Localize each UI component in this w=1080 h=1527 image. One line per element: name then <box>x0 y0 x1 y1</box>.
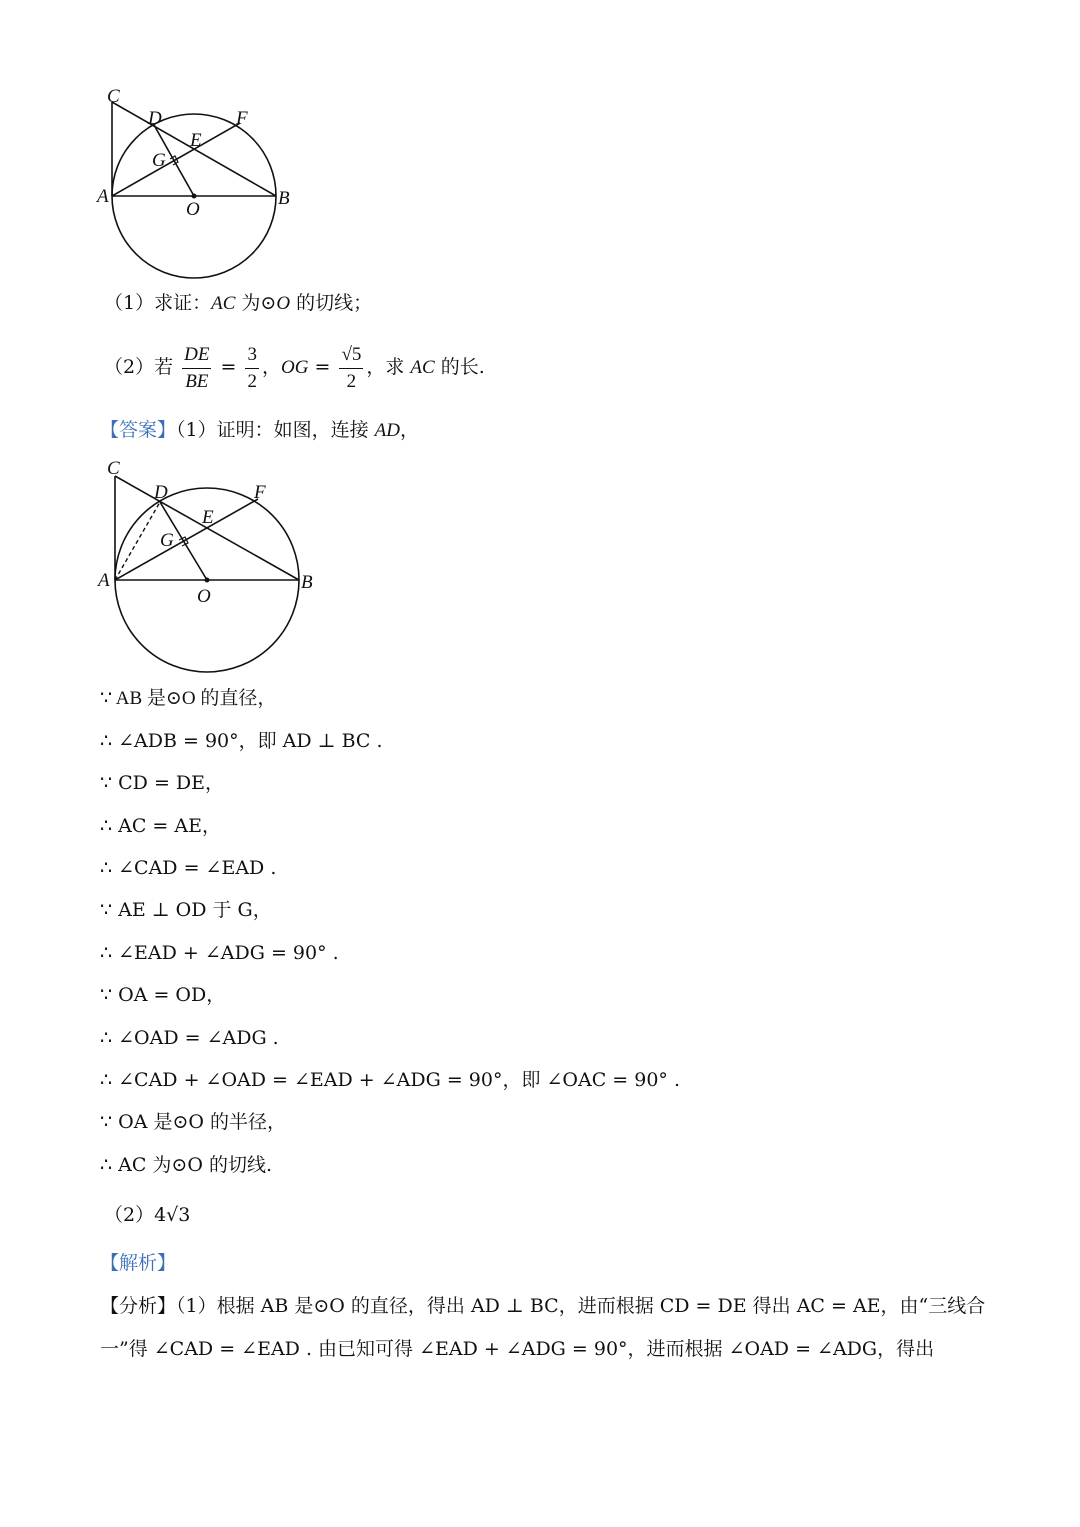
fraction-de-be: $\frac{DE}{BE}$ <box>184 343 210 392</box>
segment-af <box>112 123 240 196</box>
label-g: G <box>160 530 174 551</box>
center-dot <box>205 578 210 583</box>
label-g: G <box>152 150 166 171</box>
fraction-3-2: $\frac{3}{2}$ <box>247 343 257 392</box>
label-f: F <box>236 108 248 129</box>
analysis-line-2: 一”得 ∠CAD = ∠EAD . 由已知可得 ∠EAD + ∠ADG = 90°，进而根据 ∠OAD = ∠ADG，得出 <box>100 1338 935 1360</box>
label-f: F <box>254 482 266 503</box>
proof-line: ∵ OA = OD， <box>100 984 226 1006</box>
answer-tag: 【答案】 <box>100 419 177 441</box>
analysis-tag: 【解析】 <box>100 1252 177 1274</box>
proof-line: ∵ CD = DE， <box>100 772 225 794</box>
proof-line: ∴ ∠CAD = ∠EAD . <box>100 857 277 879</box>
label-a: A <box>97 186 109 207</box>
fraction-sqrt5-2: $\frac{√5}{2}$ <box>341 343 362 392</box>
analysis-line-1: 【分析】（1）根据 AB 是⊙O 的直径，得出 AD ⊥ BC，进而根据 CD = DE 得出 AC = AE，由“三线合 <box>100 1295 986 1317</box>
proof-line: ∴ ∠CAD + ∠OAD = ∠EAD + ∠ADG = 90°，即 ∠OAC = 90° . <box>100 1069 681 1091</box>
proof-line: ∵ AE ⊥ OD 于 G， <box>100 899 272 921</box>
proof-line: ∴ ∠ADB = 90°，即 AD ⊥ BC . <box>100 730 383 752</box>
dashed-ad <box>115 502 160 580</box>
question-2: （2）若 $\frac{DE}{BE}$ = $\frac{3}{2}$ ，OG = $\frac{√5}{2}$ ，求 AC 的长. <box>104 338 485 397</box>
label-e: E <box>202 507 214 528</box>
proof-line: ∴ ∠EAD + ∠ADG = 90° . <box>100 942 339 964</box>
label-o: O <box>186 199 200 220</box>
label-o: O <box>197 586 211 607</box>
part-2-answer: （2）4√3 <box>104 1204 191 1226</box>
label-a: A <box>98 570 110 591</box>
proof-line: ∵ AB 是⊙O 的直径， <box>100 688 277 709</box>
label-c: C <box>107 458 120 479</box>
geometry-figure-1 <box>90 80 310 285</box>
label-c: C <box>107 86 120 107</box>
label-b: B <box>301 572 313 593</box>
label-d: D <box>148 108 162 129</box>
answer-header: 【答案】（1）证明：如图，连接 AD， <box>100 419 419 441</box>
proof-line: ∴ AC 为⊙O 的切线. <box>100 1154 273 1176</box>
geometry-figure-2 <box>90 452 330 677</box>
label-e: E <box>190 130 202 151</box>
proof-line: ∴ AC = AE， <box>100 815 221 837</box>
proof-line: ∵ OA 是⊙O 的半径， <box>100 1111 287 1133</box>
question-1: （1）求证：AC 为⊙O 的切线； <box>104 292 373 314</box>
center-dot <box>192 194 197 199</box>
label-b: B <box>278 188 290 209</box>
proof-line: ∴ ∠OAD = ∠ADG . <box>100 1027 279 1049</box>
label-d: D <box>154 482 168 503</box>
